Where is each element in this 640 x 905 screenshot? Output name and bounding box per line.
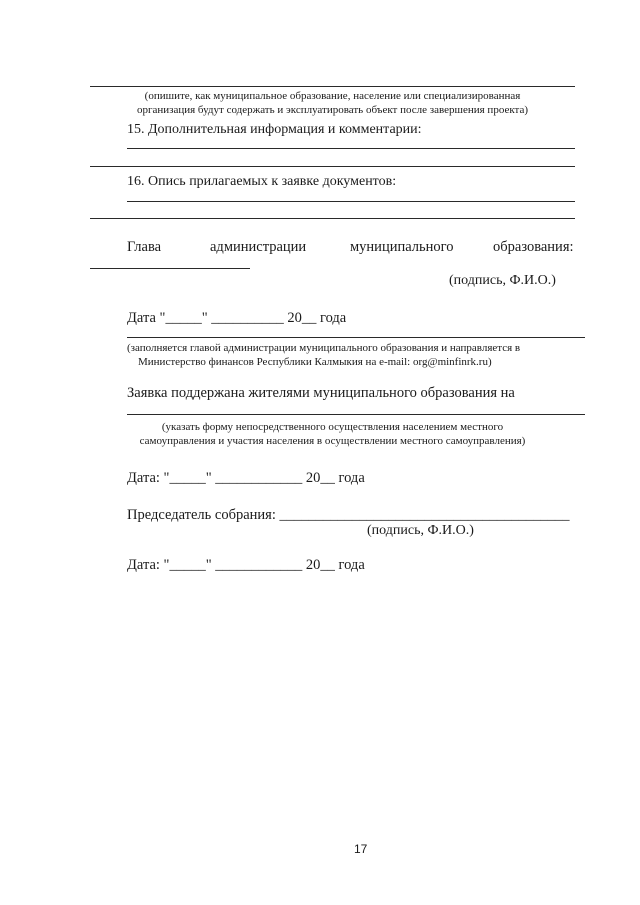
signature-line	[90, 268, 250, 269]
page-number: 17	[354, 842, 368, 856]
fill-line	[127, 414, 585, 415]
section-16-heading: 16. Опись прилагаемых к заявке документов:	[127, 174, 397, 189]
fill-line	[90, 166, 575, 167]
note-fill-line-1: (заполняется главой администрации муниципального образования и направляется в	[127, 342, 521, 354]
note-fill-line-2: Министерство финансов Республики Калмыкия на e-mail: org@minfinrk.ru)	[138, 356, 492, 368]
head-word-1: Глава	[127, 239, 162, 255]
supported-line: Заявка поддержана жителями муниципального образования на	[127, 385, 515, 401]
date-line-2: Дата: "_____" ____________ 20__ года	[127, 470, 365, 486]
fill-line	[90, 218, 575, 219]
head-word-3: муниципального	[350, 239, 454, 255]
section-15-heading: 15. Дополнительная информация и комментарии:	[127, 122, 422, 137]
fill-line	[127, 148, 575, 149]
note-form-line-2: самоуправления и участия населения в осуществлении местного самоуправления)	[139, 435, 526, 447]
date-line-1: Дата "_____" __________ 20__ года	[127, 310, 347, 326]
fill-line	[127, 337, 585, 338]
fill-line	[90, 86, 575, 87]
signature-note-1: (подпись, Ф.И.О.)	[449, 273, 556, 288]
note-form-line-1: (указать форму непосредственного осуществления населением местного	[161, 421, 504, 433]
note-describe-line-2: организация будут содержать и эксплуатировать объект после завершения проекта)	[136, 104, 529, 116]
head-word-2: администрации	[210, 239, 307, 255]
head-word-4: образования:	[493, 239, 574, 255]
fill-line	[127, 201, 575, 202]
note-describe-line-1: (опишите, как муниципальное образование, население или специализированная	[144, 90, 521, 102]
chairman-line: Председатель собрания: ________________________________________	[127, 507, 570, 523]
date-line-3: Дата: "_____" ____________ 20__ года	[127, 557, 365, 573]
signature-note-2: (подпись, Ф.И.О.)	[367, 523, 474, 538]
